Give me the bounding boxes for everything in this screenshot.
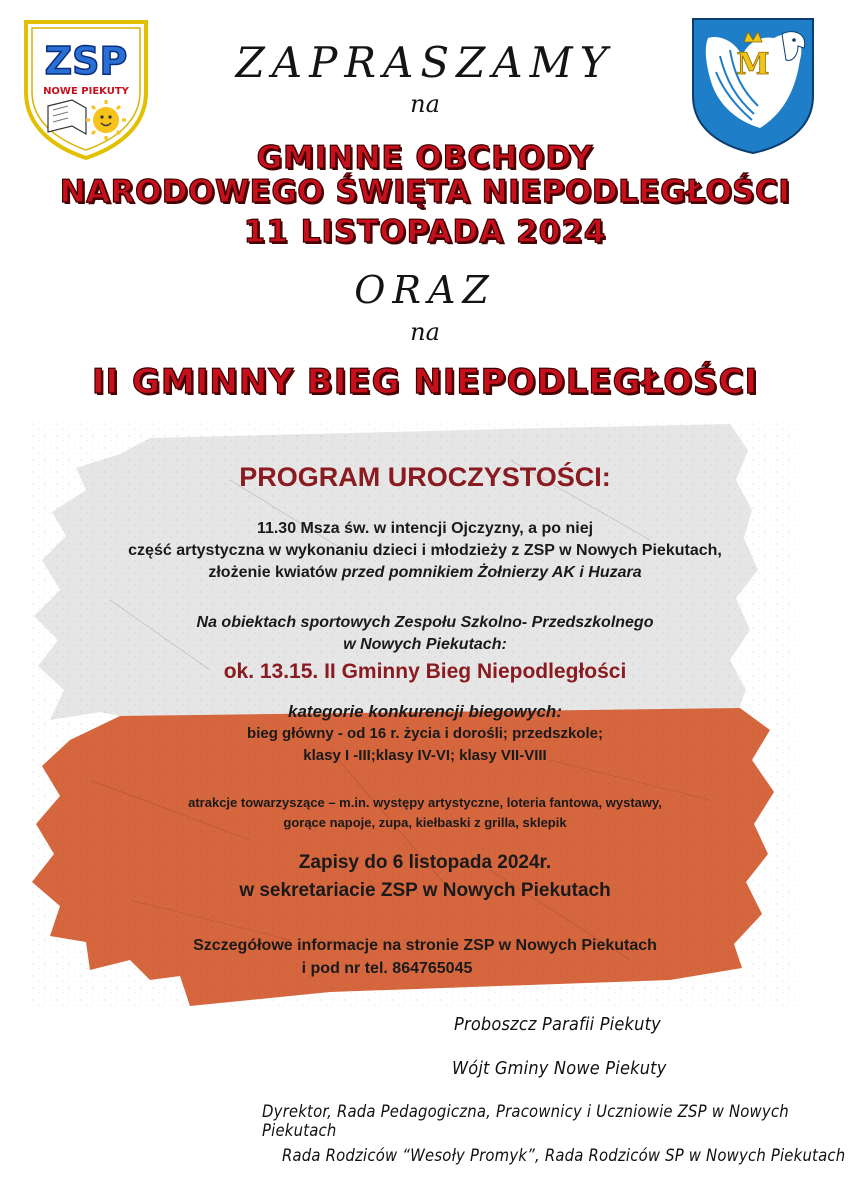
na-text: na — [410, 90, 440, 118]
run-time: ok. 13.15. II Gminny Bieg Niepodległości — [223, 660, 627, 683]
info-line-2: i pod nr tel. 864765045 — [301, 960, 473, 977]
organizer-parents-councils: Rada Rodziców “Wesoły Promyk”, Rada Rodziców SP w Nowych Piekutach — [282, 1146, 846, 1165]
na-text-2: na — [410, 318, 440, 346]
attractions-line-1: atrakcje towarzyszące – m.in. występy artystyczne, loteria fantowa, wystawy, — [188, 795, 662, 810]
organizer-mayor: Wójt Gminy Nowe Piekuty — [452, 1058, 667, 1079]
signup-line-2: w sekretariacie ZSP w Nowych Piekutach — [239, 880, 611, 901]
attractions-line-2: gorące napoje, zupa, kiełbaski z grilla, sklepik — [283, 815, 567, 830]
info-line-1: Szczegółowe informacje na stronie ZSP w Nowych Piekutach — [193, 937, 657, 954]
mass-line-3 — [0, 564, 850, 582]
categories-line-1: bieg główny - od 16 r. życia i dorośli; przedszkole; — [247, 725, 603, 742]
svg-text:M: M — [736, 47, 770, 82]
venue-line-1: Na obiektach sportowych Zespołu Szkolno- Przedszkolnego — [196, 614, 654, 631]
mass-line-2: część artystyczna w wykonaniu dzieci i młodzieży z ZSP w Nowych Piekutach, — [128, 542, 722, 559]
mass-line-1: 11.30 Msza św. w intencji Ojczyzny, a po niej — [256, 520, 594, 537]
logo-text-zsp: ZSP — [44, 39, 128, 83]
organizer-school-staff: Dyrektor, Rada Pedagogiczna, Pracownicy i Uczniowie ZSP w Nowych Piekutach — [262, 1102, 789, 1140]
categories-heading: kategorie konkurencji biegowych: — [288, 702, 562, 721]
oraz-heading: ORAZ — [354, 268, 496, 312]
signup-line-1: Zapisy do 6 listopada 2024r. — [298, 852, 552, 873]
event-title-line2: NARODOWEGO ŚWIĘTA NIEPODLEGŁOŚCI — [59, 174, 791, 210]
mass-line-3-a: złożenie kwiatów — [208, 564, 342, 581]
venue-line-2: w Nowych Piekutach: — [343, 636, 507, 653]
program-heading: PROGRAM UROCZYSTOŚCI: — [239, 462, 611, 492]
categories-line-2: klasy I -III;klasy IV-VI; klasy VII-VIII — [303, 747, 547, 764]
mass-line-3-b: przed pomnikiem Żołnierzy AK i Huzara — [341, 564, 642, 581]
event-date: 11 LISTOPADA 2024 — [243, 214, 607, 250]
event-title-line1: GMINNE OBCHODY — [256, 140, 594, 176]
run-title: II GMINNY BIEG NIEPODLEGŁOŚCI — [91, 362, 759, 402]
organizer-parish: Proboszcz Parafii Piekuty — [454, 1014, 661, 1035]
invite-heading: ZAPRASZAMY — [235, 38, 615, 87]
logo-text-place: NOWE PIEKUTY — [43, 86, 129, 97]
